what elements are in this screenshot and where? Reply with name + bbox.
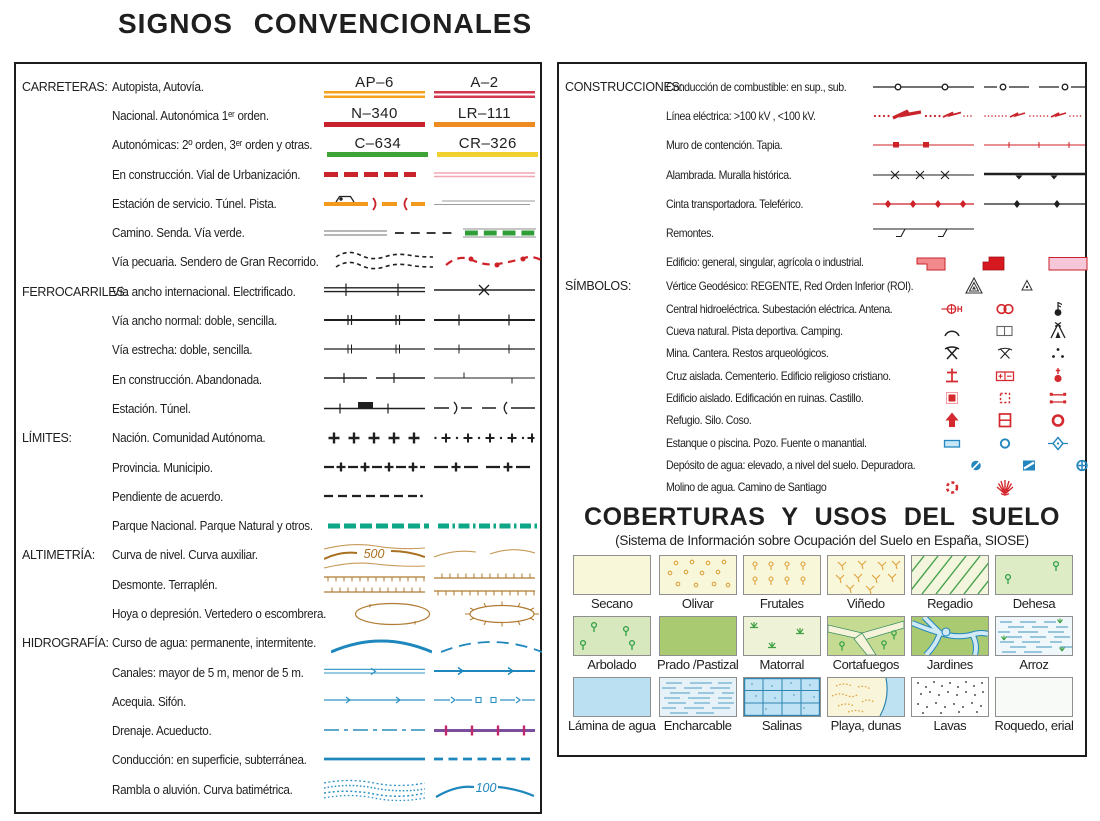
row-label: Línea eléctrica: >100 kV , <100 kV.	[666, 108, 816, 123]
prado-swatch	[659, 616, 737, 656]
row-symbols	[324, 336, 540, 365]
row-label: Conducción: en superficie, subterránea.	[112, 753, 307, 768]
ffcc-abandonada-symbol	[434, 365, 535, 394]
row-cueva	[559, 320, 1085, 342]
land-cover-cell	[656, 555, 740, 611]
mina-icon	[941, 343, 963, 363]
row-symbols	[925, 410, 1085, 430]
roquedo-swatch	[995, 677, 1073, 717]
row-symbols	[342, 599, 558, 628]
land-cover-label: Encharcable	[663, 718, 732, 734]
row-label: Estación de servicio. Túnel. Pista.	[112, 196, 277, 211]
parque-natural-symbol	[438, 512, 539, 541]
edificio-aislado-icon	[941, 388, 963, 408]
fuente-manantial-icon	[1047, 433, 1069, 453]
row-label: Central hidroeléctrica. Subestación eléctrica. Antena.	[666, 301, 893, 316]
antena-icon	[1047, 299, 1069, 319]
salinas-swatch	[743, 677, 821, 717]
autopista-line	[324, 91, 425, 98]
row-label: Edificio: general, singular, agrícola o industrial.	[666, 254, 864, 269]
section-hidrografia: HIDROGRAFÍA:	[22, 636, 109, 651]
limite-nacion-symbol	[324, 424, 425, 453]
row-label: Mina. Cantera. Restos arqueológicos.	[666, 346, 829, 361]
row-symbols	[324, 101, 540, 130]
land-cover-cell	[908, 616, 992, 672]
estacion-ffcc-symbol	[324, 394, 425, 423]
edificacion-ruinas-icon	[994, 388, 1016, 408]
via-normal-doble-symbol	[324, 307, 425, 336]
land-cover-cell	[656, 677, 740, 733]
matorral-swatch	[743, 616, 821, 656]
row-symbols	[324, 775, 540, 804]
row-via-internacional	[16, 277, 540, 306]
encharcable-swatch	[659, 677, 737, 717]
row-symbols	[324, 570, 540, 599]
ffcc-construccion-symbol	[324, 365, 425, 394]
land-cover-label: Salinas	[761, 718, 802, 734]
vertice-regente-icon	[963, 276, 985, 296]
row-symbols	[947, 276, 1100, 296]
limite-comunidad-symbol	[434, 424, 535, 453]
autonomica-3orden-symbol	[437, 131, 538, 160]
land-cover-label: Secano	[590, 596, 633, 612]
land-cover-label: Cortafuegos	[832, 657, 900, 673]
pozo-icon	[994, 433, 1016, 453]
frutales-swatch	[743, 555, 821, 595]
row-symbols	[873, 132, 1085, 158]
land-cover-label: Frutales	[759, 596, 804, 612]
row-autonomicas	[16, 131, 540, 160]
conduccion-superficie-symbol	[324, 746, 425, 775]
row-symbols	[324, 160, 540, 189]
lamina-agua-swatch	[573, 677, 651, 717]
row-symbols	[324, 658, 540, 687]
row-label: Estanque o piscina. Pozo. Fuente o manantial.	[666, 435, 867, 450]
canal-mayor-symbol	[324, 658, 425, 687]
row-combustible	[559, 72, 1085, 101]
drenaje-symbol	[324, 717, 425, 746]
row-symbols	[328, 512, 544, 541]
row-label: Autonómicas: 2º orden, 3ᵉʳ orden y otras.	[112, 138, 313, 153]
olivar-swatch	[659, 555, 737, 595]
row-symbols	[925, 433, 1085, 453]
camino-santiago-icon	[994, 477, 1016, 497]
land-cover-label: Prado /Pastizal	[656, 657, 739, 673]
teleferico-symbol	[984, 191, 1085, 217]
row-molino	[559, 476, 1085, 498]
row-edificios	[559, 248, 1085, 276]
jardines-swatch	[911, 616, 989, 656]
row-label: Refugio. Silo. Coso.	[666, 413, 752, 428]
land-cover-cell	[740, 555, 824, 611]
row-label: Depósito de agua: elevado, a nivel del suelo. Depuradora.	[666, 457, 916, 472]
row-label: Vía estrecha: doble, sencilla.	[112, 343, 253, 358]
row-symbols	[324, 394, 540, 423]
coso-icon	[1047, 410, 1069, 430]
row-label: Vía ancho internacional. Electrificado.	[112, 284, 296, 299]
carretera-construccion-symbol	[324, 160, 425, 189]
row-symbols	[324, 219, 540, 248]
land-cover-grid	[559, 548, 1085, 733]
vertice-roi-icon	[1016, 276, 1038, 296]
row-curva-nivel	[16, 541, 540, 570]
camino-symbol	[324, 219, 387, 248]
via-normal-sencilla-symbol	[434, 307, 535, 336]
canal-menor-symbol	[434, 658, 535, 687]
row-label: Conducción de combustible: en sup., sub.	[666, 79, 847, 94]
row-label: Nacional. Autonómica 1ᵉʳ orden.	[112, 108, 269, 123]
row-label: Acequia. Sifón.	[112, 694, 187, 709]
row-symbols	[873, 162, 1085, 188]
terraplen-symbol	[434, 570, 535, 599]
row-desmonte	[16, 570, 540, 599]
combustible-superficie-symbol	[873, 74, 974, 100]
row-nacion	[16, 424, 540, 453]
via-estrecha-sencilla-symbol	[434, 336, 535, 365]
row-symbols	[873, 74, 1085, 100]
vertedero-symbol	[452, 599, 553, 628]
row-symbols	[324, 746, 540, 775]
land-cover-label: Matorral	[759, 657, 804, 673]
section-construcciones: CONSTRUCCIONES:	[565, 79, 683, 94]
limite-municipio-symbol	[434, 453, 535, 482]
row-mina	[559, 342, 1085, 364]
land-cover-label: Lavas	[933, 718, 967, 734]
row-label: Muro de contención. Tapia.	[666, 138, 783, 153]
land-cover-cell	[992, 677, 1076, 733]
row-label: Desmonte. Terraplén.	[112, 577, 218, 592]
row-label: Pendiente de acuerdo.	[112, 489, 224, 504]
row-ffcc-construccion	[16, 365, 540, 394]
land-cover-cell	[992, 616, 1076, 672]
contour-elevation-label: 500	[363, 546, 385, 561]
land-cover-cell	[908, 555, 992, 611]
refugio-icon	[941, 410, 963, 430]
row-autopista	[16, 72, 540, 101]
row-en-construccion	[16, 160, 540, 189]
arroz-swatch	[995, 616, 1073, 656]
land-cover-cell	[656, 616, 740, 672]
curva-batimetrica-symbol	[434, 775, 535, 804]
secano-swatch	[573, 555, 651, 595]
hoya-depresion-symbol	[342, 599, 443, 628]
row-label: Rambla o aluvión. Curva batimétrica.	[112, 782, 293, 797]
road-number-badge: AP–6	[355, 74, 394, 92]
row-symbols	[949, 455, 1100, 475]
land-cover-label: Arroz	[1019, 657, 1049, 673]
row-via-estrecha	[16, 336, 540, 365]
silo-icon	[994, 410, 1016, 430]
land-cover-label: Playa, dunas	[830, 718, 901, 734]
camping-icon	[1047, 321, 1069, 341]
combustible-subterraneo-symbol	[984, 74, 1085, 100]
row-central-hidro	[559, 298, 1085, 320]
land-cover-label: Jardines	[926, 657, 973, 673]
via-estrecha-doble-symbol	[324, 336, 425, 365]
land-cover-cell	[568, 616, 656, 672]
row-label: En construcción. Abandonada.	[112, 372, 262, 387]
land-cover-cell	[568, 555, 656, 611]
arbolado-swatch	[573, 616, 651, 656]
tapia-symbol	[984, 132, 1085, 158]
row-camino-senda	[16, 218, 540, 247]
autopista-symbol	[324, 72, 425, 101]
section-limites: LÍMITES:	[22, 431, 72, 446]
pista-deportiva-icon	[994, 321, 1016, 341]
via-internacional-symbol	[324, 277, 425, 306]
row-symbols	[925, 366, 1085, 386]
row-symbols	[324, 717, 540, 746]
row-cinta	[559, 189, 1085, 218]
row-via-ancho-normal	[16, 306, 540, 335]
row-symbols	[334, 248, 550, 277]
row-estanque	[559, 431, 1085, 453]
acueducto-symbol	[434, 717, 535, 746]
land-cover-label: Lámina de agua	[568, 718, 656, 734]
deposito-suelo-icon	[1018, 455, 1040, 475]
row-edificio-aislado	[559, 387, 1085, 409]
row-symbols	[324, 482, 540, 511]
row-alambrada	[559, 160, 1085, 189]
rambla-symbol	[324, 775, 425, 804]
estacion-servicio-tunel-symbol	[324, 189, 425, 218]
land-cover-label: Dehesa	[1012, 596, 1056, 612]
row-symbols	[324, 541, 540, 570]
row-linea-electrica	[559, 101, 1085, 130]
curva-nivel-symbol	[324, 541, 425, 570]
row-estacion-servicio	[16, 189, 540, 218]
alambrada-symbol	[873, 162, 974, 188]
row-symbols	[891, 249, 1100, 275]
row-nacional	[16, 101, 540, 130]
edificios-symbols	[891, 249, 1100, 275]
page-title: SIGNOS CONVENCIONALES	[118, 8, 533, 39]
row-curso-agua	[16, 629, 540, 658]
land-cover-cell	[824, 616, 908, 672]
land-cover-cell	[740, 677, 824, 733]
row-symbols	[925, 299, 1085, 319]
row-symbols	[331, 629, 547, 658]
row-parques	[16, 511, 540, 540]
estanque-piscina-icon	[941, 433, 963, 453]
row-label: Vía pecuaria. Sendero de Gran Recorrido.	[112, 255, 319, 270]
row-provincia	[16, 453, 540, 482]
deposito-elevado-icon	[965, 455, 987, 475]
senda-symbol	[393, 219, 456, 248]
row-symbols	[324, 424, 540, 453]
muro-contencion-symbol	[873, 132, 974, 158]
row-label: Cinta transportadora. Teleférico.	[666, 196, 804, 211]
molino-agua-icon	[941, 477, 963, 497]
row-label: Molino de agua. Camino de Santiago	[666, 480, 827, 495]
road-number-badge: C–634	[354, 134, 402, 152]
row-label: Cruz aislada. Cementerio. Edificio religioso cristiano.	[666, 368, 891, 383]
row-symbols	[925, 477, 1085, 497]
row-canales	[16, 658, 540, 687]
row-label: Camino. Senda. Vía verde.	[112, 226, 245, 241]
autovia-symbol	[434, 72, 535, 101]
vial-urbanizacion-symbol	[434, 160, 535, 189]
row-label: Parque Nacional. Parque Natural y otros.	[112, 519, 313, 534]
row-label: Provincia. Municipio.	[112, 460, 213, 475]
row-cruz	[559, 364, 1085, 386]
cinta-transportadora-symbol	[873, 191, 974, 217]
remontes-symbol	[873, 220, 974, 246]
vinedo-swatch	[827, 555, 905, 595]
lavas-swatch	[911, 677, 989, 717]
row-symbols	[327, 131, 543, 160]
row-label: Hoya o depresión. Vertedero o escombrera.	[112, 606, 327, 621]
cruz-aislada-icon	[941, 366, 963, 386]
regadio-swatch	[911, 555, 989, 595]
row-muro	[559, 131, 1085, 160]
playa-dunas-swatch	[827, 677, 905, 717]
row-label: Curva de nivel. Curva auxiliar.	[112, 548, 258, 563]
dehesa-swatch	[995, 555, 1073, 595]
left-panel	[14, 62, 542, 814]
parque-nacional-symbol	[328, 512, 429, 541]
land-cover-cell	[824, 555, 908, 611]
autonomica-1orden-symbol	[434, 101, 535, 130]
land-cover-cell	[908, 677, 992, 733]
row-label: Canales: mayor de 5 m, menor de 5 m.	[112, 665, 304, 680]
row-hoya	[16, 599, 540, 628]
pendiente-acuerdo-symbol	[324, 482, 425, 511]
row-symbols	[873, 191, 1085, 217]
subestacion-electrica-icon	[994, 299, 1016, 319]
row-drenaje	[16, 717, 540, 746]
autovia-line	[434, 91, 535, 98]
restos-arqueologicos-icon	[1047, 343, 1069, 363]
coberturas-subtitle: (Sistema de Información sobre Ocupación del Suelo en España, SIOSE)	[615, 533, 1029, 549]
linea-electrica-alta-symbol	[873, 103, 974, 129]
castillo-icon	[1047, 388, 1069, 408]
sendero-gr-symbol	[444, 248, 545, 277]
road-number-badge: A–2	[470, 74, 499, 92]
row-symbols	[324, 72, 540, 101]
land-cover-cell	[740, 616, 824, 672]
row-label: En construcción. Vial de Urbanización.	[112, 167, 301, 182]
section-simbolos: SÍMBOLOS:	[565, 279, 632, 294]
right-panel	[557, 62, 1087, 757]
cementerio-icon	[994, 366, 1016, 386]
via-verde-symbol	[463, 219, 536, 248]
sifon-symbol	[434, 687, 535, 716]
road-number-badge: N–340	[351, 105, 398, 123]
muralla-historica-symbol	[984, 162, 1085, 188]
section-ferrocarriles: FERROCARRILES:	[22, 284, 128, 299]
row-label: Nación. Comunidad Autónoma.	[112, 431, 266, 446]
coberturas-title: COBERTURAS Y USOS DEL SUELO	[584, 503, 1060, 532]
section-altimetria: ALTIMETRÍA:	[22, 548, 95, 563]
row-symbols	[324, 365, 540, 394]
row-estacion-tunel	[16, 394, 540, 423]
depuradora-icon	[1071, 455, 1093, 475]
row-label: Alambrada. Muralla histórica.	[666, 167, 792, 182]
cantera-icon	[994, 343, 1016, 363]
row-label: Curso de agua: permanente, intermitente.	[112, 636, 317, 651]
row-symbols	[925, 321, 1085, 341]
land-cover-label: Viñedo	[846, 596, 885, 612]
row-symbols	[324, 277, 540, 306]
curso-permanente-symbol	[331, 629, 432, 658]
bathymetric-depth-label: 100	[475, 781, 497, 796]
land-cover-label: Arbolado	[587, 657, 637, 673]
electrificado-symbol	[434, 277, 535, 306]
row-symbols	[873, 103, 1085, 129]
section-carreteras: CARRETERAS:	[22, 79, 108, 94]
row-symbols	[324, 307, 540, 336]
row-symbols	[925, 343, 1085, 363]
pista-symbol	[434, 189, 535, 218]
nacional-symbol	[324, 101, 425, 130]
cueva-natural-icon	[941, 321, 963, 341]
row-label: Cueva natural. Pista deportiva. Camping.	[666, 324, 843, 339]
row-symbols	[324, 189, 540, 218]
tunel-ffcc-symbol	[434, 394, 535, 423]
road-number-badge: CR–326	[458, 134, 517, 152]
row-label: Vía ancho normal: doble, sencilla.	[112, 314, 278, 329]
row-deposito	[559, 454, 1085, 476]
autonomica-2orden-symbol	[327, 131, 428, 160]
row-pendiente	[16, 482, 540, 511]
row-label: Edificio aislado. Edificación en ruinas. Castillo.	[666, 390, 864, 405]
via-pecuaria-symbol	[334, 248, 435, 277]
land-cover-cell	[568, 677, 656, 733]
curso-intermitente-symbol	[441, 629, 542, 658]
edificio-religioso-icon	[1047, 366, 1069, 386]
row-refugio	[559, 409, 1085, 431]
row-rambla	[16, 775, 540, 804]
row-symbols	[925, 388, 1085, 408]
row-via-pecuaria	[16, 248, 540, 277]
row-label: Vértice Geodésico: REGENTE, Red Orden Inferior (ROI).	[666, 279, 914, 294]
row-label: Remontes.	[666, 226, 714, 241]
conduccion-subterranea-symbol	[434, 746, 535, 775]
cortafuegos-swatch	[827, 616, 905, 656]
land-cover-cell	[992, 555, 1076, 611]
row-label: Autopista, Autovía.	[112, 79, 204, 94]
row-label: Drenaje. Acueducto.	[112, 724, 212, 739]
curva-auxiliar-symbol	[434, 541, 535, 570]
row-symbols	[873, 220, 1085, 246]
row-symbols	[324, 453, 540, 482]
row-label: Estación. Túnel.	[112, 401, 191, 416]
limite-provincia-symbol	[324, 453, 425, 482]
land-cover-label: Roquedo, erial	[994, 718, 1074, 734]
central-hidroelectrica-icon	[941, 299, 963, 319]
land-cover-label: Regadio	[927, 596, 973, 612]
road-number-badge: LR–111	[457, 105, 512, 123]
acequia-symbol	[324, 687, 425, 716]
row-symbols	[324, 687, 540, 716]
row-remontes	[559, 218, 1085, 247]
row-conduccion-agua	[16, 746, 540, 775]
land-cover-cell	[824, 677, 908, 733]
row-acequia	[16, 687, 540, 716]
desmonte-symbol	[324, 570, 425, 599]
row-vertice-geodesico	[559, 275, 1085, 297]
linea-electrica-baja-symbol	[984, 103, 1085, 129]
land-cover-label: Olivar	[681, 596, 714, 612]
